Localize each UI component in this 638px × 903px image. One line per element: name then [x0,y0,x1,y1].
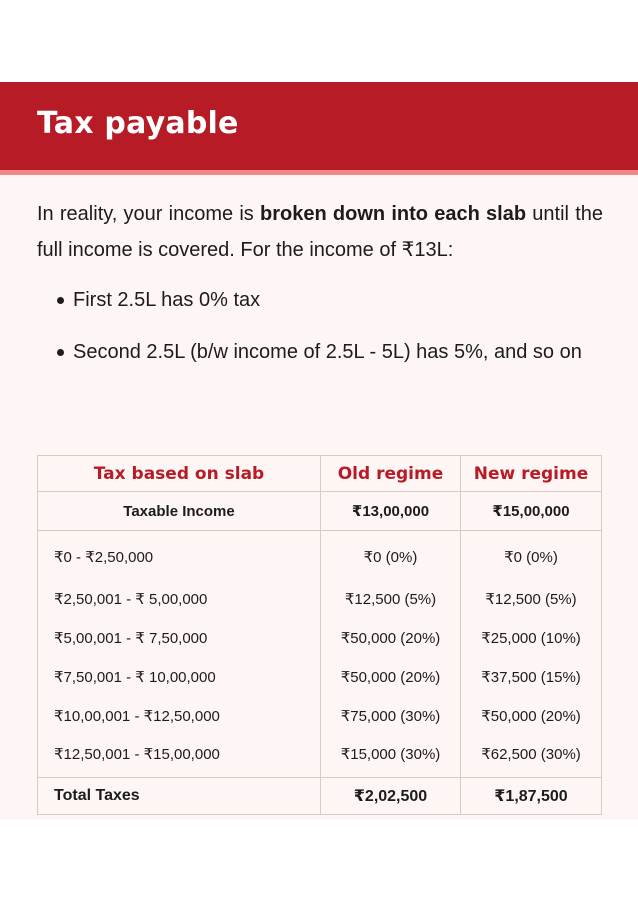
slab-range: ₹7,50,001 - ₹ 10,00,000 [38,657,321,696]
table-row [38,618,602,657]
new-regime-tax: ₹62,500 (30%) [461,735,602,778]
table-row [38,696,602,735]
bullet-text: First 2.5L has 0% tax [73,289,261,311]
table-row [38,657,602,696]
header-banner [0,82,638,170]
bullet-item [37,334,603,370]
column-header-slab: Tax based on slab [38,456,321,492]
table-row [38,531,602,580]
slab-range: ₹2,50,001 - ₹ 5,00,000 [38,579,321,618]
total-taxes-new: ₹1,87,500 [461,778,602,815]
taxable-income-label: Taxable Income [38,492,321,531]
taxable-income-row [38,492,602,531]
slab-range: ₹12,50,001 - ₹15,00,000 [38,735,321,778]
page-title: Tax payable [37,106,239,141]
old-regime-tax: ₹50,000 (20%) [321,657,461,696]
new-regime-tax: ₹25,000 (10%) [461,618,602,657]
total-taxes-old: ₹2,02,500 [321,778,461,815]
intro-text-bold: broken down into each slab [260,203,527,225]
slab-range: ₹0 - ₹2,50,000 [38,531,321,580]
old-regime-tax: ₹15,000 (30%) [321,735,461,778]
bullet-list [37,282,603,386]
new-regime-tax: ₹0 (0%) [461,531,602,580]
table-row [38,735,602,778]
column-header-new-regime: New regime [461,456,602,492]
bullet-text: Second 2.5L (b/w income of 2.5L - 5L) has 5%, and so on [73,341,582,363]
new-regime-tax: ₹12,500 (5%) [461,579,602,618]
tax-payable-card [0,82,638,820]
intro-text-start: In reality, your income is [37,203,261,225]
tax-comparison-table [37,455,602,815]
total-taxes-row [38,778,602,815]
bullet-icon [57,297,64,304]
header-stripe [0,170,638,175]
old-regime-tax: ₹0 (0%) [321,531,461,580]
new-regime-tax: ₹50,000 (20%) [461,696,602,735]
slab-range: ₹5,00,001 - ₹ 7,50,000 [38,618,321,657]
bullet-item [37,282,603,318]
bullet-icon [57,349,64,356]
table-row [38,579,602,618]
taxable-income-old: ₹13,00,000 [321,492,461,531]
slab-range: ₹10,00,001 - ₹12,50,000 [38,696,321,735]
old-regime-tax: ₹12,500 (5%) [321,579,461,618]
intro-text-end: until the full income is covered. For the income of ₹13L: [37,203,603,261]
old-regime-tax: ₹75,000 (30%) [321,696,461,735]
old-regime-tax: ₹50,000 (20%) [321,618,461,657]
table-header-row [38,456,602,492]
new-regime-tax: ₹37,500 (15%) [461,657,602,696]
total-taxes-label: Total Taxes [38,778,321,815]
intro-paragraph [37,196,603,268]
taxable-income-new: ₹15,00,000 [461,492,602,531]
column-header-old-regime: Old regime [321,456,461,492]
